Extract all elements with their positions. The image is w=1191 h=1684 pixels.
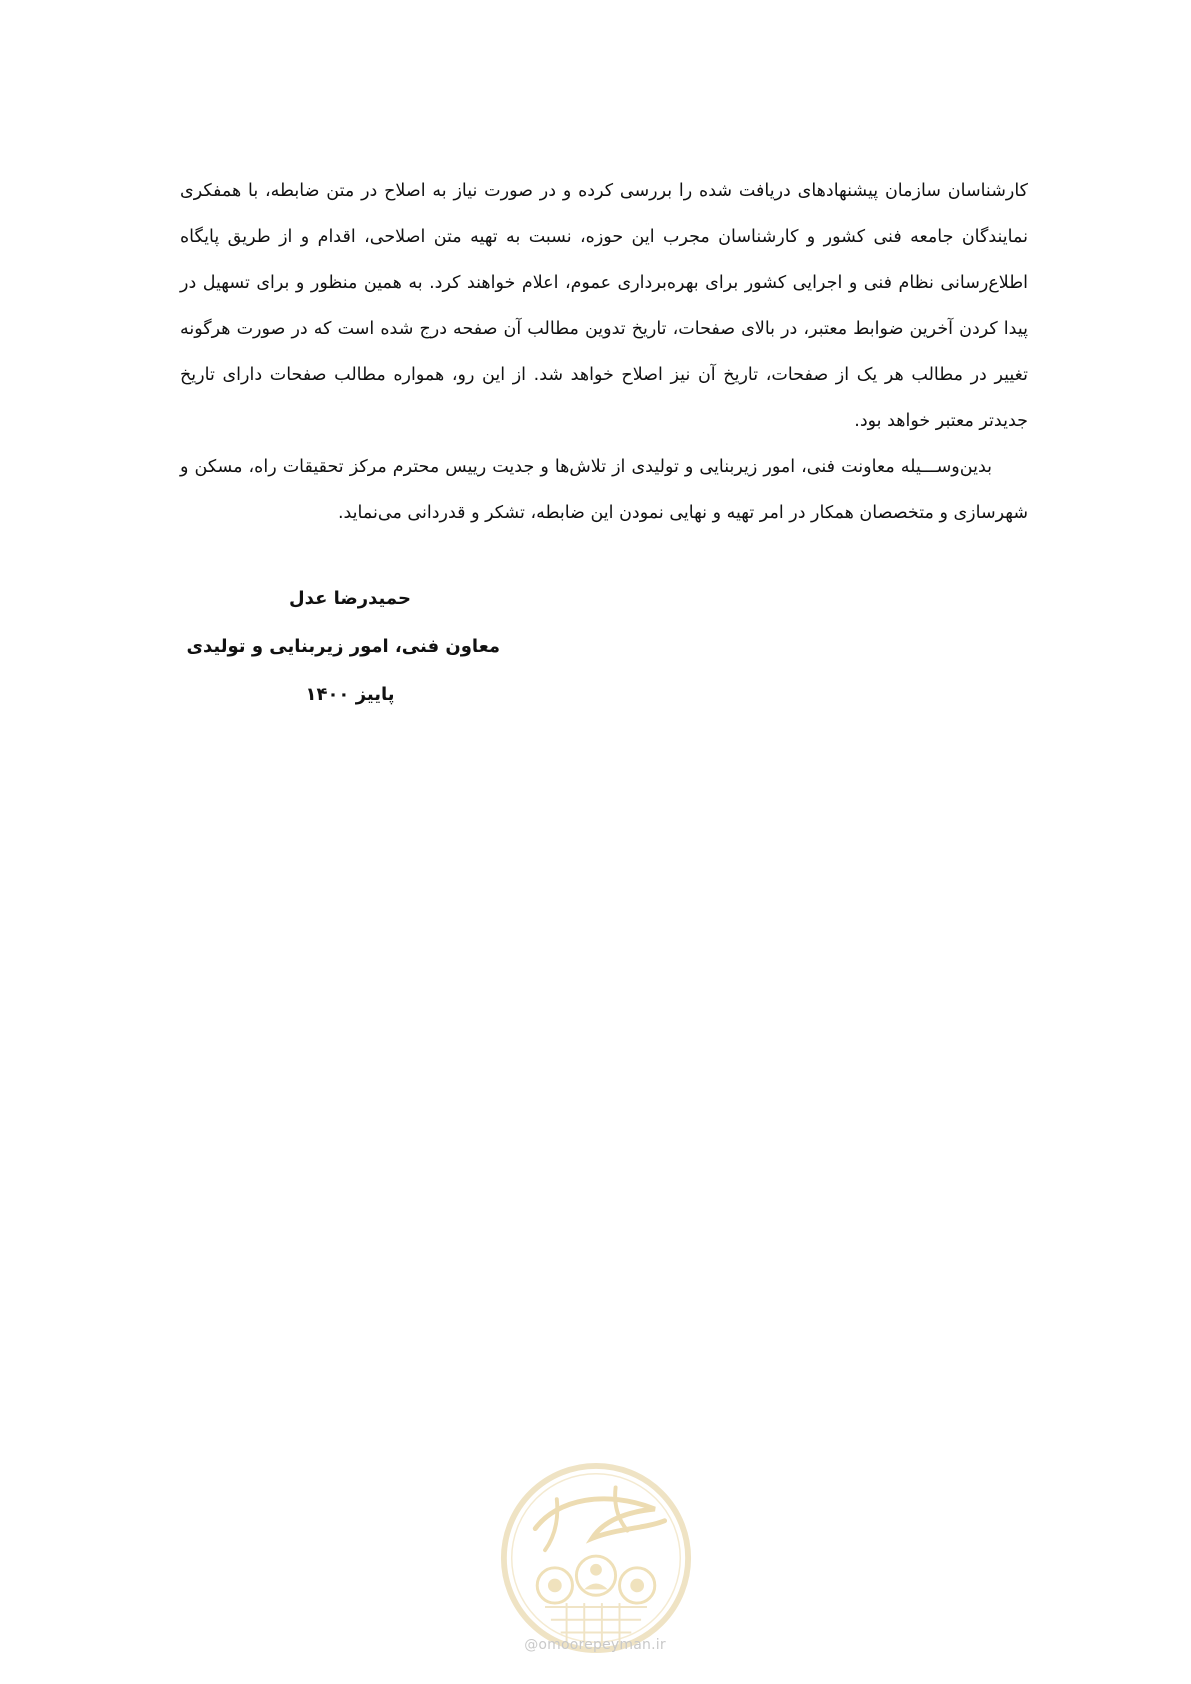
omoore-peyman-watermark-logo [498, 1460, 694, 1656]
signatory-position: معاون فنی، امور زیربنایی و تولیدی [186, 636, 500, 657]
signature-date: پاییز ۱۴۰۰ [305, 684, 395, 705]
paragraph-2: بدین‌وســـیله معاونت فنی، امور زیربنایی و تولیدی از تلاش‌ها و جدیت رییس محترم مرکز تحقیقات راه، مسکن و شهرسازی و متخصصان همکار در امر تهیه و نهایی نمودن این ضابطه، تشکر و قدردانی می‌نماید. [180, 457, 1028, 523]
paragraph-1: کارشناسان سازمان پیشنهادهای دریافت شده را بررسی کرده و در صورت نیاز به اصلاح در متن ضابطه، با همفکری نمایندگان جامعه فنی کشور و کارشناسان مجرب این حوزه، نسبت به تهیه متن اصلاحی، اقدام و از طریق پایگاه اطلاع‌رسانی نظام فنی و اجرایی کشور برای بهره‌برداری عموم، اعلام خواهند کرد. به همین منظور و برای تسهیل در پیدا کردن آخرین ضوابط معتبر، در بالای صفحات، تاریخ تدوین مطالب آن صفحه درج شده است که در صورت هرگونه تغییر در مطالب هر یک از صفحات، تاریخ آن نیز اصلاح خواهد شد. از این رو، همواره مطالب صفحات دارای تاریخ جدیدتر معتبر خواهد بود. [180, 181, 1028, 431]
watermark-url: @omoorepeyman.ir [524, 1637, 666, 1653]
signatory-name: حمیدرضا عدل [289, 588, 411, 609]
signature-block [186, 575, 500, 719]
body-text [180, 168, 1028, 536]
